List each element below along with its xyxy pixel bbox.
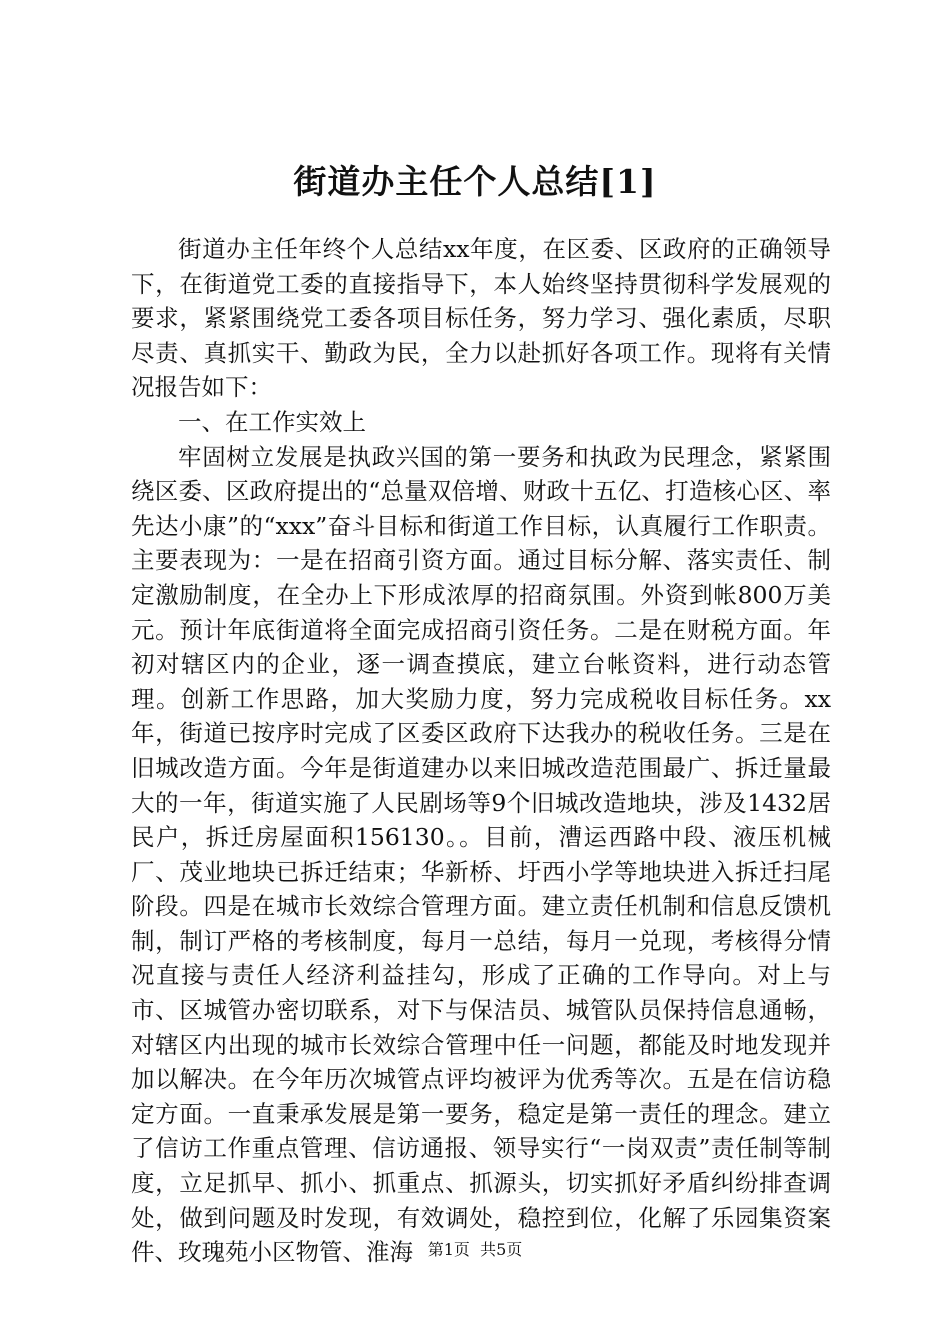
page-total: 共5页	[480, 1240, 523, 1259]
paragraph-intro: 街道办主任年终个人总结xx年度，在区委、区政府的正确领导下，在街道党工委的直接指导下，本人始终坚持贯彻科学发展观的要求，紧紧围绕党工委各项目标任务，努力学习、强化素质，尽职尽责、真抓实干、勤政为民，全力以赴抓好各项工作。现将有关情况报告如下：	[131, 235, 831, 402]
paragraph-work-results: 牢固树立发展是执政兴国的第一要务和执政为民理念，紧紧围绕区委、区政府提出的“总量双倍增、财政十五亿、打造核心区、率先达小康”的“xxx”奋斗目标和街道工作目标，认真履行工作职责。主要表现为：一是在招商引资方面。通过目标分解、落实责任、制定激励制度，在全办上下形成浓厚的招商氛围。外资到帐800万美元。预计年底街道将全面完成招商引资任务。二是在财税方面。年初对辖区内的企业，逐一调查摸底，建立台帐资料，进行动态管理。创新工作思路，加大奖励力度，努力完成税收目标任务。xx年，街道已按序时完成了区委区政府下达我办的税收任务。三是在旧城改造方面。今年是街道建办以来旧城改造范围最广、拆迁量最大的一年，街道实施了人民剧场等9个旧城改造地块，涉及1432居民户，拆迁房屋面积156130。。目前，漕运西路中段、液压机械厂、茂业地块已拆迁结束；华新桥、圩西小学等地块进入拆迁扫尾阶段。四是在城市长效综合管理方面。建立责任机制和信息反馈机制，制订严格的考核制度，每月一总结，每月一兑现，考核得分情况直接与责任人经济利益挂勾，形成了正确的工作导向。对上与市、区城管办密切联系，对下与保洁员、城管队员保持信息通畅，对辖区内出现的城市长效综合管理中任一问题，都能及时地发现并加以解决。在今年历次城管点评均被评为优秀等次。五是在信访稳定方面。一直秉承发展是第一要务，稳定是第一责任的理念。建立了信访工作重点管理、信访通报、领导实行“一岗双责”责任制等制度，立足抓早、抓小、抓重点、抓源头，切实抓好矛盾纠纷排查调处，做到问题及时发现，有效调处，稳控到位，化解了乐园集资案件、玫瑰苑小区物管、淮海	[131, 442, 831, 1267]
page-number: 第1页	[427, 1240, 470, 1259]
document-title: 街道办主任个人总结[1]	[293, 162, 657, 201]
document-body	[131, 232, 831, 1270]
section-heading: 一、在工作实效上	[178, 407, 366, 436]
page-footer	[0, 1240, 950, 1260]
